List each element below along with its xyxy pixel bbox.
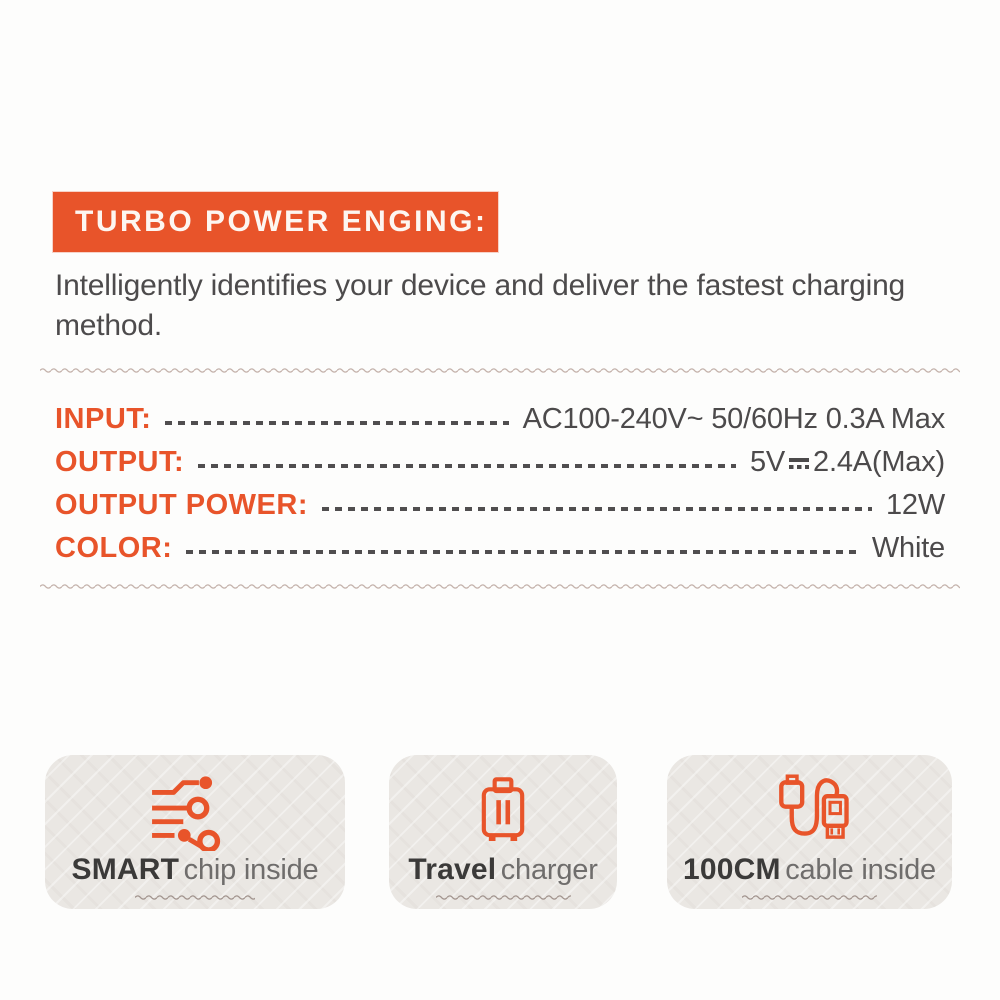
turbo-banner	[53, 192, 498, 252]
spec-list	[55, 398, 945, 570]
wavy-underline	[135, 893, 255, 901]
spec-value	[750, 446, 945, 479]
spec-value: 12W	[885, 489, 945, 521]
feature-label-group	[683, 853, 936, 887]
spec-row-input	[55, 398, 945, 441]
spec-value-suffix: 2.4A(Max)	[813, 446, 945, 478]
spec-label: COLOR:	[55, 532, 173, 564]
suitcase-icon	[478, 769, 528, 851]
feature-highlight: 100CM	[683, 853, 781, 886]
spec-label: OUTPUT POWER:	[55, 489, 308, 521]
wavy-divider-bottom	[40, 582, 960, 590]
feature-highlight: SMART	[71, 853, 180, 886]
dotted-leader	[322, 507, 872, 511]
spec-label: OUTPUT:	[55, 446, 185, 478]
dotted-leader	[186, 550, 857, 554]
spec-label: INPUT:	[55, 403, 152, 435]
spec-value: AC100-240V~ 50/60Hz 0.3A Max	[522, 403, 945, 435]
circuit-chip-icon	[147, 769, 243, 851]
wavy-divider-top	[40, 366, 960, 374]
spec-row-color	[55, 527, 945, 570]
banner-title: TURBO POWER ENGING:	[75, 205, 488, 238]
spec-value-prefix: 5V	[749, 446, 786, 478]
feature-label: cable inside	[785, 854, 936, 886]
feature-label-group	[72, 853, 319, 887]
usb-cable-icon	[769, 769, 851, 851]
wavy-underline	[436, 893, 571, 901]
feature-card-smart-chip	[45, 755, 345, 909]
feature-card-cable	[667, 755, 952, 909]
spec-row-output	[55, 441, 945, 484]
direct-current-icon	[786, 455, 812, 473]
dotted-leader	[198, 464, 736, 468]
spec-value: White	[871, 532, 945, 564]
feature-label-group	[408, 853, 597, 887]
feature-card-travel-charger	[389, 755, 617, 909]
wavy-underline	[742, 893, 877, 901]
product-description: Intelligently identifies your device and deliver the fastest charging method.	[55, 269, 906, 342]
feature-label: charger	[500, 854, 598, 886]
feature-label: chip inside	[183, 854, 319, 886]
dotted-leader	[165, 421, 508, 425]
spec-row-output-power	[55, 484, 945, 527]
feature-highlight: Travel	[408, 853, 497, 886]
